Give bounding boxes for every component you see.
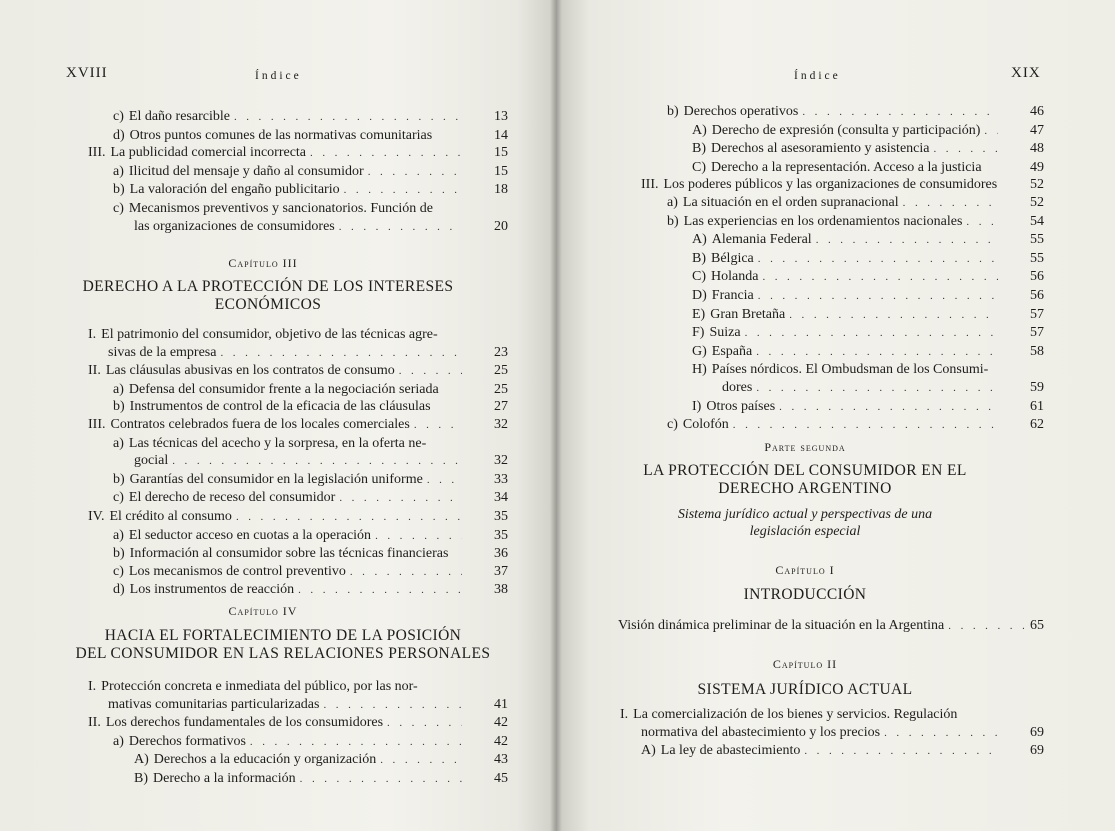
dot-leader xyxy=(220,345,462,363)
dot-leader xyxy=(758,251,998,269)
toc-entry-text: Francia xyxy=(711,287,754,303)
toc-entry-label: c) xyxy=(113,490,124,506)
part-subtitle xyxy=(640,506,970,540)
toc-entry-label: b) xyxy=(667,104,679,119)
toc-entry xyxy=(58,581,508,600)
dot-leader xyxy=(789,307,998,325)
toc-entry xyxy=(58,163,508,182)
toc-page-number: 15 xyxy=(494,163,508,179)
toc-entry-text: Ilicitud del mensaje y daño al consumidor xyxy=(128,163,364,179)
part-label: Parte segunda xyxy=(764,440,846,454)
dot-leader xyxy=(802,104,998,122)
toc-entry xyxy=(556,724,1044,743)
dot-leader xyxy=(816,232,998,250)
toc-entry xyxy=(58,344,508,363)
chapter-label: Capítulo IV xyxy=(228,604,298,618)
toc-entry-label: II. xyxy=(88,363,101,379)
dot-leader xyxy=(745,325,998,343)
toc-entry xyxy=(584,361,1004,379)
toc-entry-text: El patrimonio del consumidor, objetivo de las técnicas agre- xyxy=(101,327,438,342)
toc-entry-text: Derecho de expresión (consulta y participación) xyxy=(711,122,981,138)
toc-entry-label: a) xyxy=(667,194,678,210)
part-subtitle-line: Sistema jurídico actual y perspectivas de una xyxy=(677,507,933,522)
toc-page-number: 36 xyxy=(494,546,508,562)
chapter-title xyxy=(58,278,478,314)
toc-page-number: 46 xyxy=(1030,104,1044,119)
toc-entry xyxy=(584,231,1044,250)
toc-entry xyxy=(58,144,508,163)
toc-page-number: 25 xyxy=(494,381,508,397)
toc-entry xyxy=(556,706,1004,724)
toc-entry xyxy=(618,618,1044,634)
running-head-text: Índice xyxy=(255,70,302,82)
toc-entry-text: La comercialización de los bienes y servicios. Regulación xyxy=(633,707,958,722)
toc-page-number: 62 xyxy=(1030,417,1044,433)
toc-page-number: 56 xyxy=(1030,287,1044,303)
dot-leader xyxy=(344,182,462,200)
toc-entry-text: Suiza xyxy=(709,325,741,341)
toc-entry xyxy=(58,181,508,200)
toc-entry xyxy=(58,545,508,563)
part-title-line: LA PROTECCIÓN DEL CONSUMIDOR EN EL xyxy=(643,462,967,479)
dot-leader xyxy=(375,528,462,546)
toc-entry-label: A) xyxy=(641,743,656,759)
toc-page-number: 65 xyxy=(1030,618,1044,633)
toc-entry-text: Derechos a la educación y organización xyxy=(153,752,377,768)
running-head xyxy=(255,70,302,82)
toc-entry-text: Gran Bretaña xyxy=(710,306,786,322)
toc-entry xyxy=(58,678,468,696)
toc-entry-label: a) xyxy=(113,435,124,451)
dot-leader xyxy=(323,697,462,715)
toc-entry-text: dores xyxy=(722,379,753,395)
toc-entry-label: b) xyxy=(113,399,125,415)
toc-entry xyxy=(58,416,508,435)
toc-entry-label: c) xyxy=(113,109,124,124)
toc-entry xyxy=(58,218,508,237)
toc-page-number: 55 xyxy=(1030,232,1044,248)
toc-entry-text: Colofón xyxy=(682,417,729,433)
toc-entry xyxy=(58,398,508,416)
toc-page-number: 48 xyxy=(1030,141,1044,157)
book-gutter xyxy=(550,0,562,831)
toc-entry-text: Defensa del consumidor frente a la negociación seriada xyxy=(128,381,439,397)
toc-page-number: 57 xyxy=(1030,325,1044,341)
toc-entry-label: b) xyxy=(113,546,125,562)
left-page xyxy=(0,0,556,831)
toc-entry-label: C) xyxy=(692,269,706,285)
dot-leader xyxy=(804,743,998,761)
dot-leader xyxy=(236,509,462,527)
toc-block xyxy=(584,103,1044,435)
toc-entry-text: La publicidad comercial incorrecta xyxy=(110,145,307,161)
toc-entry-label: F) xyxy=(692,325,705,341)
dot-leader xyxy=(387,715,462,733)
toc-page-number: 59 xyxy=(1030,379,1044,395)
toc-entry-text: Las experiencias en los ordenamientos nacionales xyxy=(683,213,963,229)
chapter-title-line: DEL CONSUMIDOR EN LAS RELACIONES PERSONALES xyxy=(75,645,491,662)
toc-entry-text: Los derechos fundamentales de los consumidores xyxy=(105,715,384,731)
dot-leader xyxy=(368,164,462,182)
dot-leader xyxy=(310,145,462,163)
toc-entry-label: d) xyxy=(113,127,125,143)
toc-page-number: 37 xyxy=(494,563,508,579)
dot-leader xyxy=(733,417,998,435)
dot-leader xyxy=(756,380,998,398)
toc-page-number: 13 xyxy=(494,109,508,124)
toc-entry-label: c) xyxy=(667,417,678,433)
toc-entry-label: A) xyxy=(134,752,149,768)
dot-leader xyxy=(779,399,998,417)
toc-entry xyxy=(584,103,1044,122)
toc-entry xyxy=(58,362,508,381)
toc-page-number: 18 xyxy=(494,182,508,198)
toc-page-number: 69 xyxy=(1030,743,1044,759)
toc-page-number: 32 xyxy=(494,416,508,432)
toc-entry-label: b) xyxy=(113,471,125,487)
toc-page-number: 42 xyxy=(494,733,508,749)
dot-leader xyxy=(350,564,462,582)
toc-entry-label: H) xyxy=(692,362,707,378)
toc-block xyxy=(556,706,1044,761)
toc-entry-text: Derecho a la información xyxy=(153,770,296,786)
toc-entry-text: Otros países xyxy=(706,398,776,414)
chapter-title: SISTEMA JURÍDICO ACTUAL xyxy=(697,681,913,698)
toc-entry-label: III. xyxy=(641,177,659,193)
toc-entry-text: sivas de la empresa xyxy=(108,344,217,360)
toc-entry-label: I. xyxy=(88,327,97,342)
toc-entry xyxy=(58,381,508,399)
toc-page-number: 20 xyxy=(494,218,508,234)
dot-leader xyxy=(948,620,1024,632)
toc-entry-text: El seductor acceso en cuotas a la operación xyxy=(128,527,372,543)
toc-entry xyxy=(584,122,1044,141)
toc-entry-text: Las técnicas del acecho y la sorpresa, en la oferta ne- xyxy=(128,435,427,451)
toc-entry-text: La ley de abastecimiento xyxy=(660,743,801,759)
dot-leader xyxy=(933,141,998,159)
toc-page-number: 56 xyxy=(1030,269,1044,285)
toc-entry-text: España xyxy=(711,343,753,359)
toc-entry-text: Alemania Federal xyxy=(711,232,812,248)
toc-entry xyxy=(584,398,1044,417)
toc-entry-text: Países nórdicos. El Ombudsman de los Consumi- xyxy=(711,362,989,378)
toc-entry-text: El crédito al consumo xyxy=(109,508,232,524)
toc-entry xyxy=(58,770,508,789)
part-title-line: DERECHO ARGENTINO xyxy=(718,480,892,497)
toc-entry-label: a) xyxy=(113,733,124,749)
toc-entry-text: Mecanismos preventivos y sancionatorios. Función de xyxy=(128,200,433,216)
toc-block xyxy=(58,326,508,600)
toc-entry xyxy=(58,508,508,527)
toc-entry-text: El daño resarcible xyxy=(128,109,230,124)
toc-entry xyxy=(58,733,508,752)
toc-entry xyxy=(556,742,1044,761)
toc-entry-label: II. xyxy=(88,715,101,731)
toc-entry-label: a) xyxy=(113,381,124,397)
toc-entry xyxy=(58,435,468,453)
toc-entry xyxy=(58,751,508,770)
toc-entry-label: A) xyxy=(692,122,707,138)
page-number: XVIII xyxy=(66,65,108,81)
dot-leader xyxy=(884,725,998,743)
toc-entry xyxy=(58,452,508,471)
toc-entry-label: IV. xyxy=(88,508,105,524)
dot-leader xyxy=(756,344,998,362)
toc-entry-text: Garantías del consumidor en la legislación uniforme xyxy=(129,471,423,487)
toc-page-number: 61 xyxy=(1030,398,1044,414)
chapter-label: Capítulo I xyxy=(775,563,835,577)
toc-page-number: 23 xyxy=(494,344,508,360)
chapter-title-line: HACIA EL FORTALECIMIENTO DE LA POSICIÓN xyxy=(104,627,462,644)
toc-entry-label: b) xyxy=(667,213,679,229)
toc-page-number: 43 xyxy=(494,752,508,768)
toc-page-number: 32 xyxy=(494,453,508,469)
toc-entry xyxy=(58,489,508,508)
dot-leader xyxy=(298,582,462,600)
toc-entry xyxy=(584,140,1044,159)
toc-entry xyxy=(584,379,1044,398)
toc-entry-text: Visión dinámica preliminar de la situación en la Argentina xyxy=(618,618,945,633)
toc-page-number: 52 xyxy=(1030,177,1044,193)
toc-entry-text: Derecho a la representación. Acceso a la justicia xyxy=(711,159,982,175)
toc-entry xyxy=(584,159,1044,177)
toc-entry-text: mativas comunitarias particularizadas xyxy=(108,696,320,712)
toc-entry-text: las organizaciones de consumidores xyxy=(134,218,335,234)
part-subtitle-line: legislación especial xyxy=(749,524,861,539)
toc-entry xyxy=(58,527,508,546)
chapter-title-line: ECONÓMICOS xyxy=(214,296,322,313)
toc-entry-label: III. xyxy=(88,416,106,432)
toc-entry-label: a) xyxy=(113,163,124,179)
running-head-text: Índice xyxy=(794,70,841,82)
toc-entry xyxy=(58,326,468,344)
toc-entry xyxy=(584,324,1044,343)
toc-page-number: 14 xyxy=(494,127,508,143)
toc-entry xyxy=(584,287,1044,306)
toc-entry-label: B) xyxy=(692,250,706,266)
dot-leader xyxy=(300,771,462,789)
toc-entry-text: Derechos al asesoramiento y asistencia xyxy=(711,141,930,157)
toc-page-number: 49 xyxy=(1030,159,1044,175)
toc-block xyxy=(58,678,508,789)
toc-page-number: 38 xyxy=(494,582,508,598)
right-page xyxy=(556,0,1115,831)
chapter-label: Capítulo III xyxy=(228,256,298,270)
toc-page-number: 34 xyxy=(494,490,508,506)
toc-entry-text: Información al consumidor sobre las técnicas financieras xyxy=(129,546,449,562)
toc-entry xyxy=(584,194,1044,213)
chapter-label: Capítulo II xyxy=(772,657,838,671)
toc-entry-label: d) xyxy=(113,582,125,598)
dot-leader xyxy=(762,269,998,287)
dot-leader xyxy=(339,490,462,508)
toc-entry xyxy=(58,108,508,127)
dot-leader xyxy=(234,109,462,127)
dot-leader xyxy=(427,472,462,490)
toc-entry xyxy=(58,127,508,145)
toc-entry xyxy=(58,563,508,582)
toc-entry xyxy=(584,268,1044,287)
chapter-title-line: DERECHO A LA PROTECCIÓN DE LOS INTERESES xyxy=(82,278,454,295)
toc-entry xyxy=(58,200,468,218)
toc-page-number: 27 xyxy=(494,399,508,415)
toc-entry-text: Los instrumentos de reacción xyxy=(129,582,295,598)
toc-page-number: 69 xyxy=(1030,724,1044,740)
toc-entry xyxy=(584,343,1044,362)
dot-leader xyxy=(903,195,998,213)
toc-entry-text: Los mecanismos de control preventivo xyxy=(128,563,346,579)
toc-entry-text: El derecho de receso del consumidor xyxy=(128,490,336,506)
toc-page-number: 41 xyxy=(494,696,508,712)
toc-entry-label: E) xyxy=(692,306,706,322)
toc-page-number: 52 xyxy=(1030,194,1044,210)
toc-page-number: 33 xyxy=(494,471,508,487)
toc-entry-label: c) xyxy=(113,563,124,579)
toc-block xyxy=(58,108,508,236)
toc-entry xyxy=(584,250,1044,269)
dot-leader xyxy=(399,363,462,381)
toc-entry-label: III. xyxy=(88,145,106,161)
toc-page-number: 42 xyxy=(494,715,508,731)
toc-entry-text: Protección concreta e inmediata del público, por las nor- xyxy=(101,679,418,694)
toc-entry-text: La situación en el orden supranacional xyxy=(682,194,899,210)
dot-leader xyxy=(966,214,998,232)
toc-entry xyxy=(58,471,508,490)
toc-entry-text: Los poderes públicos y las organizaciones de consumidores xyxy=(663,177,998,193)
toc-entry-label: A) xyxy=(692,232,707,248)
toc-entry-text: normativa del abastecimiento y los precios xyxy=(641,724,881,740)
toc-entry-text: gocial xyxy=(134,453,169,469)
toc-entry-label: a) xyxy=(113,527,124,543)
toc-entry-text: Contratos celebrados fuera de los locales comerciales xyxy=(110,416,410,432)
toc-page-number: 15 xyxy=(494,145,508,161)
toc-page-number: 45 xyxy=(494,770,508,786)
toc-page-number: 35 xyxy=(494,527,508,543)
chapter-title: INTRODUCCIÓN xyxy=(743,586,867,603)
running-head xyxy=(794,70,841,82)
toc-entry-text: Otros puntos comunes de las normativas comunitarias xyxy=(129,127,433,143)
toc-entry xyxy=(584,306,1044,325)
toc-entry-text: Holanda xyxy=(711,269,759,285)
toc-entry-label: G) xyxy=(692,343,707,359)
toc-entry-text: Derechos formativos xyxy=(128,733,246,749)
toc-entry-text: Bélgica xyxy=(711,250,754,266)
toc-entry xyxy=(584,176,1044,194)
toc-entry xyxy=(58,714,508,733)
dot-leader xyxy=(339,219,462,237)
dot-leader xyxy=(250,734,462,752)
page-number: XIX xyxy=(1011,65,1041,81)
toc-entry-label: I. xyxy=(88,679,97,694)
toc-page-number: 35 xyxy=(494,508,508,524)
toc-page-number: 54 xyxy=(1030,213,1044,229)
part-title xyxy=(640,462,970,498)
dot-leader xyxy=(172,453,462,471)
toc-entry-label: I) xyxy=(692,398,702,414)
toc-entry-text: La valoración del engaño publicitario xyxy=(129,182,340,198)
toc-entry-label: B) xyxy=(692,141,706,157)
toc-page-number: 47 xyxy=(1030,122,1044,138)
toc-page-number: 25 xyxy=(494,363,508,379)
dot-leader xyxy=(984,123,998,141)
toc-entry-label: D) xyxy=(692,287,707,303)
dot-leader xyxy=(380,752,462,770)
chapter-title xyxy=(58,627,508,663)
toc-entry xyxy=(58,696,508,715)
toc-page-number: 55 xyxy=(1030,250,1044,266)
toc-page-number: 58 xyxy=(1030,343,1044,359)
dot-leader xyxy=(414,417,462,435)
dot-leader xyxy=(758,288,998,306)
toc-entry-label: I. xyxy=(620,707,629,722)
toc-entry-text: Instrumentos de control de la eficacia de las cláusulas xyxy=(129,399,431,415)
toc-entry-label: C) xyxy=(692,159,706,175)
toc-entry-label: B) xyxy=(134,770,148,786)
toc-entry-label: b) xyxy=(113,182,125,198)
toc-entry-label: c) xyxy=(113,200,124,216)
toc-entry xyxy=(584,213,1044,232)
toc-entry-text: Derechos operativos xyxy=(683,104,799,119)
toc-entry xyxy=(584,416,1044,435)
toc-page-number: 57 xyxy=(1030,306,1044,322)
toc-entry-text: Las cláusulas abusivas en los contratos de consumo xyxy=(105,363,395,379)
